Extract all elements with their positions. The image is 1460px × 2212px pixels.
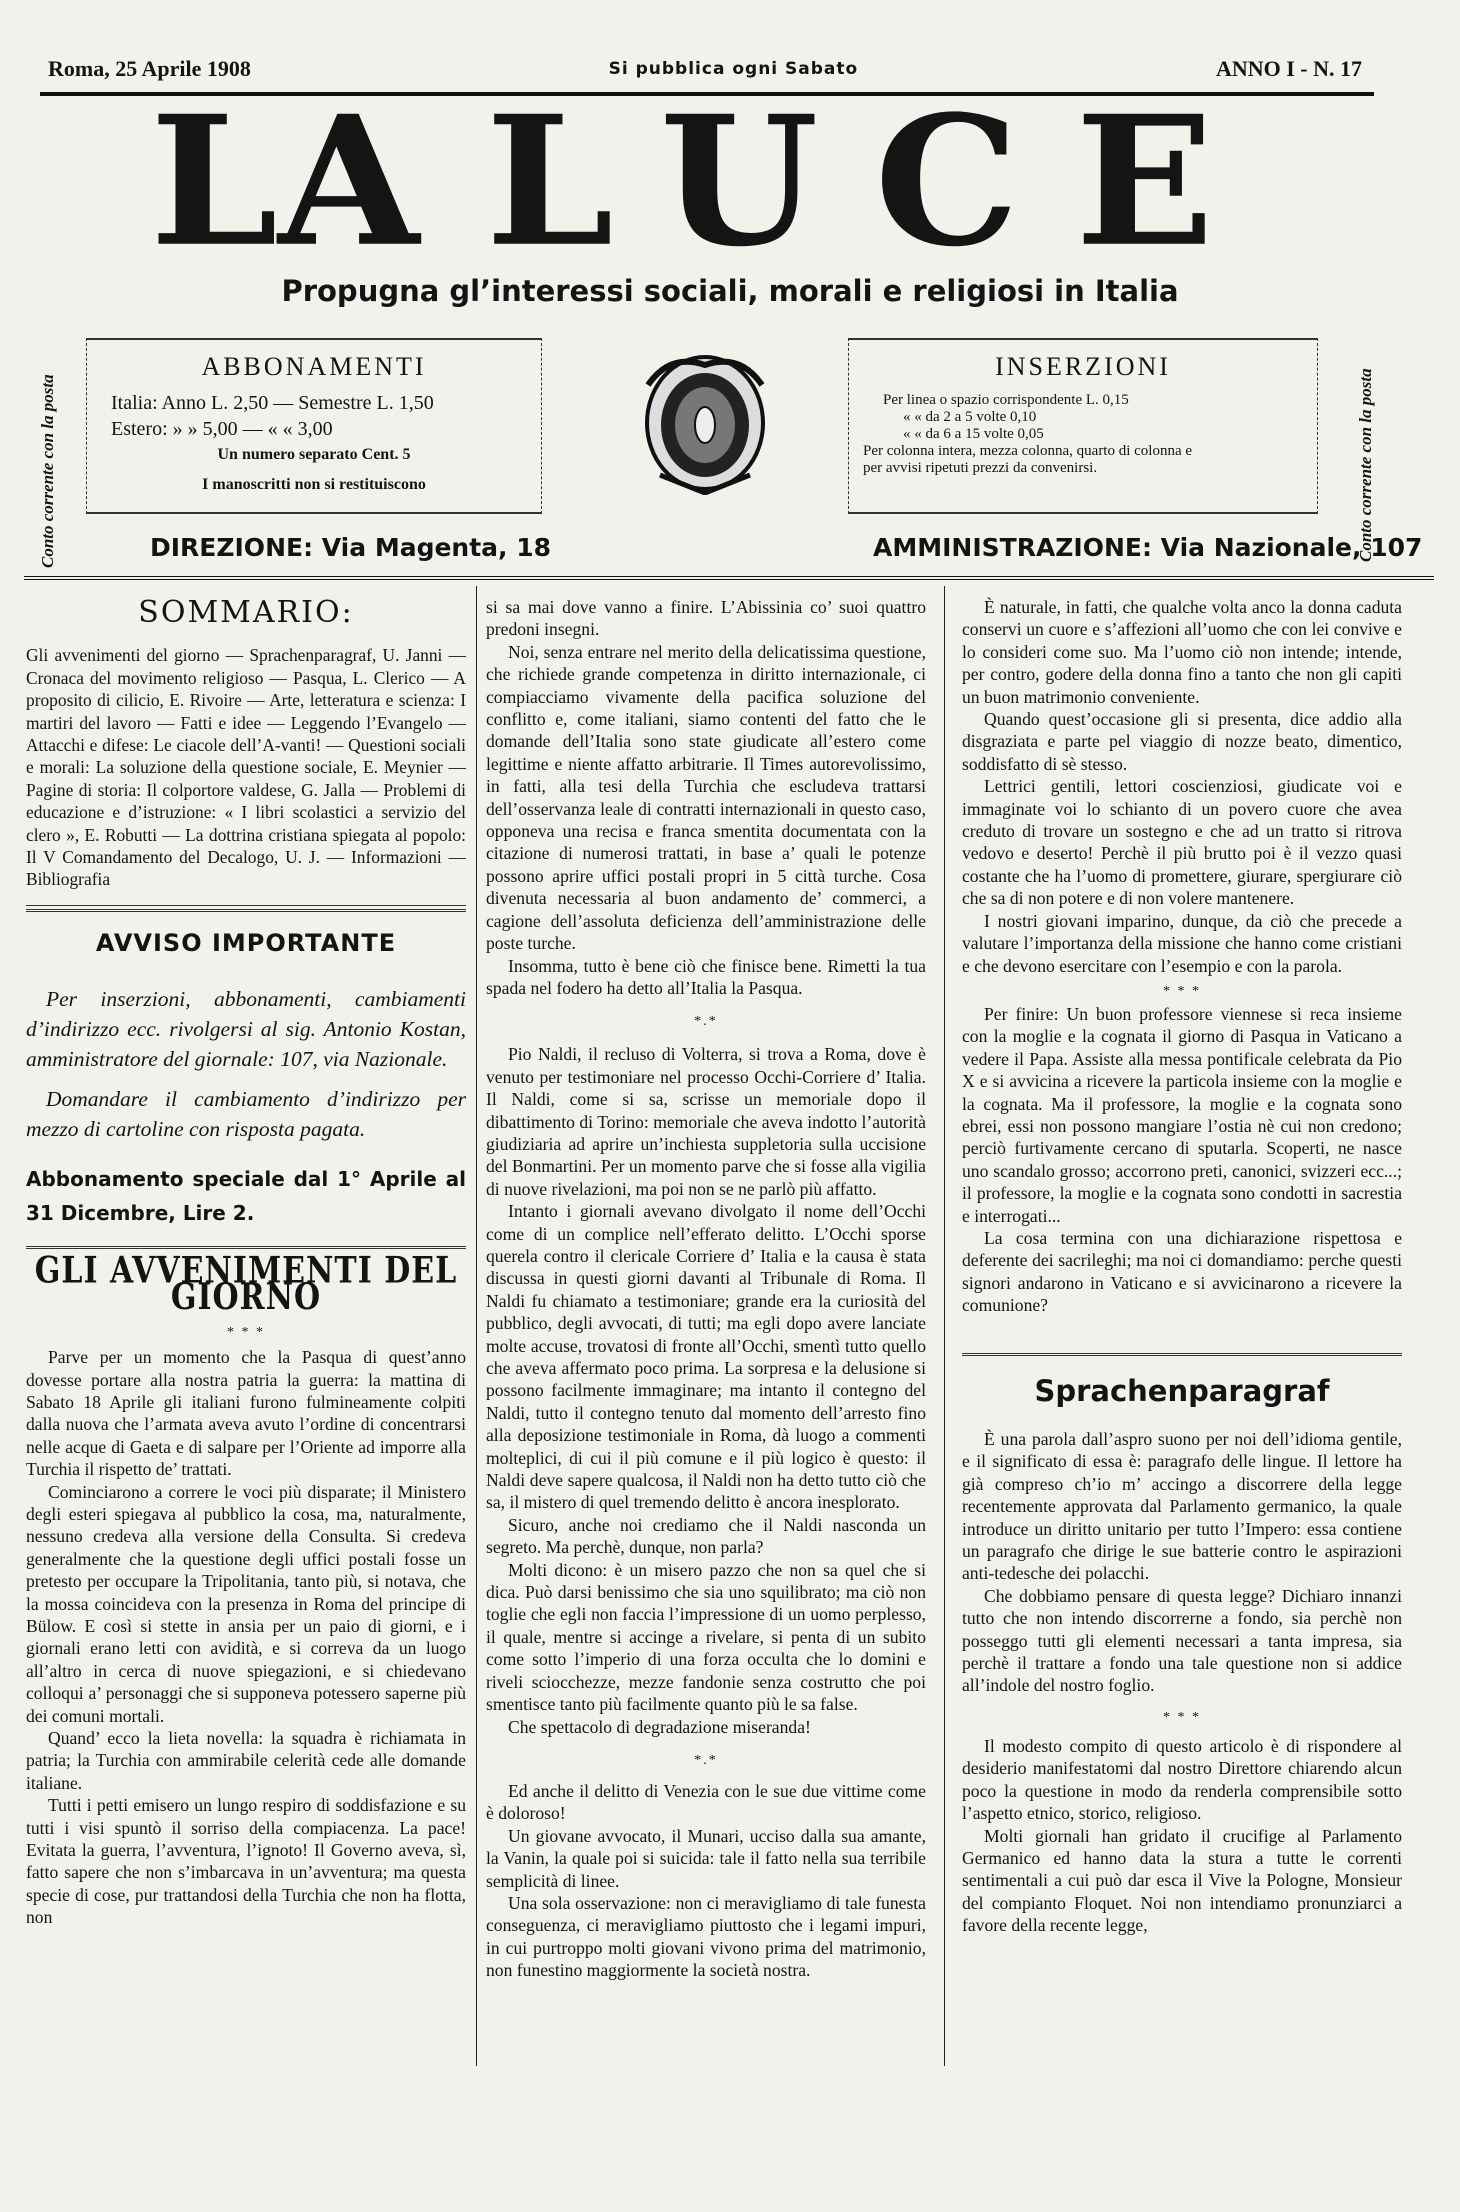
article-paragraph: si sa mai dove vanno a finire. L’Abissinia co’ suoi quattro predoni insegni. <box>486 597 926 640</box>
sprachenparagraf-heading: Sprachenparagraf <box>1034 1373 1330 1408</box>
column-left <box>26 596 466 1929</box>
title-word-luce: LUCE <box>485 76 1270 286</box>
newspaper-emblem <box>630 345 780 495</box>
section-separator: * * * <box>1163 983 1201 999</box>
article-paragraph: Quand’ ecco la lieta novella: la squadra è richiamata in patria; la Turchia con ammirabile celerità cede alle domande italiane. <box>26 1728 466 1793</box>
subscriptions-italy: Italia: Anno L. 2,50 — Semestre L. 1,50 <box>111 392 434 414</box>
ad-column-note: Per colonna intera, mezza colonna, quarto di colonna e <box>863 443 1193 459</box>
advertising-title: INSERZIONI <box>995 352 1171 381</box>
article-paragraph: Molti dicono: è un misero pazzo che non sa quel che si dica. Può darsi benissimo che sia uno squilibrato; ma ciò non toglie che egli non faccia l’impressione di un uomo perplesso, il quale, mentre si accinge a rivelare, si penta di un subito come sotto l’imperio di una forza occulta che lo domini e riveli sciocchezze, mezze fandonie senza costrutto che poi smentisce tanto più facilmente quanto più le sa false. <box>486 1559 926 1715</box>
divider <box>962 1353 1402 1356</box>
section-separator: * * * <box>1163 1709 1201 1725</box>
column-middle <box>486 596 926 1982</box>
summary-heading: SOMMARIO: <box>138 595 354 630</box>
issue-number: ANNO I - N. 17 <box>1215 56 1362 81</box>
special-subscription: Abbonamento speciale dal 1° Aprile al 31 Dicembre, Lire 2. <box>26 1167 466 1226</box>
article-paragraph: Pio Naldi, il recluso di Volterra, si trova a Roma, dove è venuto per testimoniare nel processo Occhi-Corriere d’ Italia. Il Naldi, come si sa, scrisse un memoriale dopo il dibattimento di Torino: memoriale che aveva indotto l’autorità giudiziaria ad aprire un’inchiesta suppletoria sulla uccisione del Bonmartini. Per un momento parve che si fosse alla vigilia di nuove rivelazioni, ma poi non se ne parlò più affatto. <box>486 1044 926 1199</box>
article-paragraph: Che dobbiamo pensare di questa legge? Dichiaro innanzi tutto che non intendo discorrerne a fondo, sia perchè non posseggo tutti gli elementi necessari a tanta impresa, sia perchè il trattare a fondo una tale questione non si addice all’indole del nostro foglio. <box>962 1585 1402 1696</box>
ad-rate-6-15: « « da 6 a 15 volte 0,05 <box>903 426 1044 442</box>
article-paragraph: Tutti i petti emisero un lungo respiro di soddisfazione e su tutti i visi spuntò il sorriso della compiacenza. La pace! Evitata la guerra, l’avventura, l’ignoto! Il Governo aveva, sì, fatto sapere che non s’imbarcava in un’avventura; ma questa specie di cose, pur trattandosi della Turchia che non ha flotta, non <box>26 1795 466 1928</box>
article-paragraph: È una parola dall’aspro suono per noi dell’idioma gentile, e il significato di essa è: paragrafo delle lingue. Il lettore ha già compreso ch’io m’ accingo a discorrere della legge recentemente approvata dal Parlamento germanico, la quale introduce un diritto unitario per tutto l’Impero: essa contiene un paragrafo che dirige le sue batterie contro le aspirazioni anti-tedesche dei polacchi. <box>962 1429 1402 1584</box>
article-paragraph: La cosa termina con una dichiarazione rispettosa e deferente dei sacrileghi; ma noi ci domandiamo: perche questi signori andarono in Vaticano e si avvicinarono a ricevere la comunione? <box>962 1227 1402 1316</box>
subscriptions-title: ABBONAMENTI <box>201 352 427 381</box>
article-paragraph: Quando quest’occasione gli si presenta, dice addio alla disgraziata e parte pel viaggio di nozze beato, dimentico, soddisfatto di sè stesso. <box>962 709 1402 774</box>
section-stars: * * * <box>227 1325 265 1341</box>
header-rule <box>24 576 1434 580</box>
masthead-title <box>150 76 1270 286</box>
summary-text: Gli avvenimenti del giorno — Sprachenparagraf, U. Janni — Cronaca del movimento religioso — Pasqua, L. Clerico — A proposito di cilicio, E. Rivoire — Arte, letteratura e scienza: I martiri del lavoro — Fatti e idee — Leggendo l’Evangelo — Attacchi e difese: Le ciacole dell’A-vanti! — Questioni sociali e morali: La soluzione della questione sociale, E. Meynier — Pagine di storia: Il colportore valdese, G. Jalla — Problemi di educazione e d’istruzione: « I libri scolastici a servizio del clero », E. Robutti — La dottrina cristiana spiegata al popolo: Il V Comandamento del Decalogo, U. J. — Informazioni — Bibliografia <box>26 645 466 890</box>
article-paragraph: È naturale, in fatti, che qualche volta anco la donna caduta conservi un cuore e s’affezioni all’uomo che con lei convive e lo consideri come suo. Ma l’uomo ciò non intende; intende, per contro, godere della donna fino a tanto che non gli capiti un buon matrimonio conveniente. <box>962 597 1402 707</box>
article-paragraph: I nostri giovani imparino, dunque, da ciò che precede a valutare l’importanza della missione che hanno come cristiani e che devono esercitare con l’esempio e con la parola. <box>962 910 1402 976</box>
divider <box>26 1246 466 1249</box>
postal-account-left: Conto corrente con la posta <box>38 374 57 568</box>
article-paragraph: Un giovane avvocato, il Munari, ucciso dalla sua amante, la Vanin, la quale poi si suicida: tale il fatto nella sua terribile semplicità di linee. <box>486 1825 926 1891</box>
article-paragraph: Ed anche il delitto di Venezia con le sue due vittime come è doloroso! <box>486 1780 926 1824</box>
issue-date: Roma, 25 Aprile 1908 <box>48 56 251 81</box>
article-paragraph: Una sola osservazione: non ci meravigliamo di tale funesta conseguenza, ci meravigliamo piuttosto che i legami impuri, in cui purtroppo molti giovani vivono prima del matrimonio, non funestino maggiormente la società nostra. <box>486 1892 926 1981</box>
article-paragraph: Noi, senza entrare nel merito della delicatissima questione, che richiede grande competenza in diritto internazionale, ci compiacciamo vivamente della pacifica soluzione del conflitto e, come italiani, siamo contenti del fatto che le domande dell’Italia sono state giudicate all’estero come legittime e niente affatto arbitrarie. Il Times autorevolissimo, in fatti, alla tesi della Turchia che escludeva trattarsi dell’osservanza leale di contratti internazionali in questo caso, opponeva una recisa e franca smentita documentata con la citazione di numerosi trattati, in base a’ quali le potenze possono aprire uffici postali propri in 5 città turche. Cosa divenuta necessaria al buon andamento de’ commerci, a cagione dell’assoluta deficienza dell’amministrazione delle poste turche. <box>486 641 926 954</box>
ad-repeat-note: per avvisi ripetuti prezzi da convenirsi. <box>863 460 1098 476</box>
subscriptions-box <box>86 338 542 528</box>
article-paragraph: Per finire: Un buon professore viennese si reca insieme con la moglie e la cognata il giorno di Pasqua in Vaticano a vedere il Papa. Assiste alla messa pontificale celebrata da Pio X e si avvicina a ricevere la particola insieme con la moglie e la cognata. Ma il professore, la moglie e la cognata sono ebrei, essi non possono mangiare l’ostia nè cui non credono; perciò furtivamente cercano di sputarla. Scoperti, ne nasce uno scandalo grosso; accorrono preti, canonici, svizzeri ecc...; il professore, la moglie e la cognata sono condotti in sacrestia e interrogati... <box>962 1003 1402 1226</box>
single-issue-price: Un numero separato Cent. 5 <box>217 446 411 463</box>
divider <box>26 909 466 912</box>
postal-account-right: Conto corrente con la posta <box>1356 368 1375 562</box>
article-paragraph: Insomma, tutto è bene ciò che finisce bene. Rimetti la tua spada nel fodero ha detto all’Italia la Pasqua. <box>486 955 926 998</box>
masthead-subtitle: Propugna gl’interessi sociali, morali e religiosi in Italia <box>281 274 1179 308</box>
administration-address: AMMINISTRAZIONE: Via Nazionale, 107 <box>873 533 1423 562</box>
publication-frequency: Si pubblica ogni Sabato <box>608 59 859 79</box>
article-paragraph: Il modesto compito di questo articolo è di rispondere al desiderio manifestatomi dal nostro Direttore chiarendo alcun poco la questione in modo da renderla comprensibile sotto l’aspetto etnico, storico, religioso. <box>962 1735 1402 1824</box>
column-right <box>962 596 1402 1937</box>
title-word-la: LA <box>150 76 420 286</box>
article-paragraph: Sicuro, anche noi crediamo che il Naldi nasconda un segreto. Ma perchè, dunque, non parla? <box>486 1514 926 1558</box>
section-separator: *.* <box>694 1752 718 1768</box>
article-paragraph: Intanto i giornali avevano divolgato il nome dell’Occhi come di un complice nell’efferato delitto. L’Occhi sporse querela contro il clericale Corriere d’ Italia e la causa è stata discussa in questi giorni davanti al Tribunale di Roma. Il Naldi fu chiamato a testimoniare; grande era la curiosità del pubblico, degli avvocati, di tutti; ma egli dopo avere lanciate molte accuse, trovatosi di fronte all’Occhi, smentì tutto quello che aveva affermato poco prima. La sorpresa e la delusione si possono facilmente immaginare; ma intanto il contegno del Naldi, tutto il contegno tenuto dal momento dell’arresto fino alla deposizione testimoniale in Roma, dà luogo a commenti molteplici, di cui il più comune e il più logico è questo: il Naldi deve sapere qualcosa, il Naldi non ha detto tutto ciò che sa, il mistero di quel tremendo delitto è ancora inesplorato. <box>486 1201 926 1513</box>
article-paragraph: Parve per un momento che la Pasqua di quest’anno dovesse portare alla nostra patria la guerra: la mattina di Sabato 18 Aprile gli italiani furono fulmineamente colpiti dalla nuova che l’armata aveva avuto l’ordine di concentrarsi nelle acque di Gaeta e di salpare per l’Oriente ad imporre alla Turchia il rispetto de’ trattati. <box>26 1347 466 1480</box>
column-divider <box>944 586 945 2066</box>
notice-paragraph: Per inserzioni, abbonamenti, cambiamenti d’indirizzo ecc. rivolgersi al sig. Antonio Kostan, amministratore del giornale: 107, via Nazionale. <box>26 987 466 1072</box>
direction-address: DIREZIONE: Via Magenta, 18 <box>150 533 552 562</box>
advertising-box <box>848 338 1318 528</box>
ad-rate-line: Per linea o spazio corrispondente L. 0,15 <box>883 392 1129 408</box>
divider <box>26 905 466 906</box>
ad-rate-2-5: « « da 2 a 5 volte 0,10 <box>903 409 1037 425</box>
notice-paragraph: Domandare il cambiamento d’indirizzo per mezzo di cartoline con risposta pagata. <box>26 1087 466 1142</box>
article-paragraph: Che spettacolo di degradazione miseranda! <box>508 1716 811 1737</box>
events-heading: GLI AVVENIMENTI DEL GIORNO <box>34 1250 458 1320</box>
column-divider <box>476 586 477 2066</box>
section-separator: *.* <box>694 1014 718 1030</box>
article-paragraph: Lettrici gentili, lettori coscienziosi, giudicate voi e immaginate voi lo schianto di un povero cuore che avea creduto di trovare un sostegno e che ad un tratto si ritrova vedovo e deserto! Perchè il più brutto poi è il vezzo quasi costante che ha l’uomo di promettere, giurare, spergiurare ciò che sa di non potere e di non volere mantenere. <box>962 776 1402 909</box>
manuscripts-notice: I manoscritti non si restituiscono <box>202 476 426 493</box>
article-paragraph: Cominciarono a correre le voci più disparate; il Ministero degli esteri spiegava al pubblico la cosa, ma, naturalmente, nessuno credeva alla versione della Consulta. Si credeva generalmente che la questione degli uffici postali fosse un pretesto per occupare la Tripolitania, tanto più, si notava, che la mossa coincideva con la presenza in Roma del principe di Bülow. E così si stette in ansia per un paio di giorni, e i giornali erano letti con avidità, e si correva da un luogo all’altro in cerca di nuove spiegazioni, e si chiedevano colloqui a’ personaggi che si supponeva potessero saperne più dei comuni mortali. <box>26 1481 466 1726</box>
subscriptions-abroad: Estero: » » 5,00 — « « 3,00 <box>111 418 333 440</box>
article-paragraph: Molti giornali han gridato il crucifige al Parlamento Germanico ed hanno data la stura a tutte le correnti sentimentali a cui può dar esca il Vive la Pologne, Monsieur del compianto Floquet. Noi non intendiamo pronunziarci a favore della recente legge, <box>962 1825 1402 1936</box>
notice-heading: AVVISO IMPORTANTE <box>95 928 397 957</box>
notice-body <box>26 984 466 1144</box>
